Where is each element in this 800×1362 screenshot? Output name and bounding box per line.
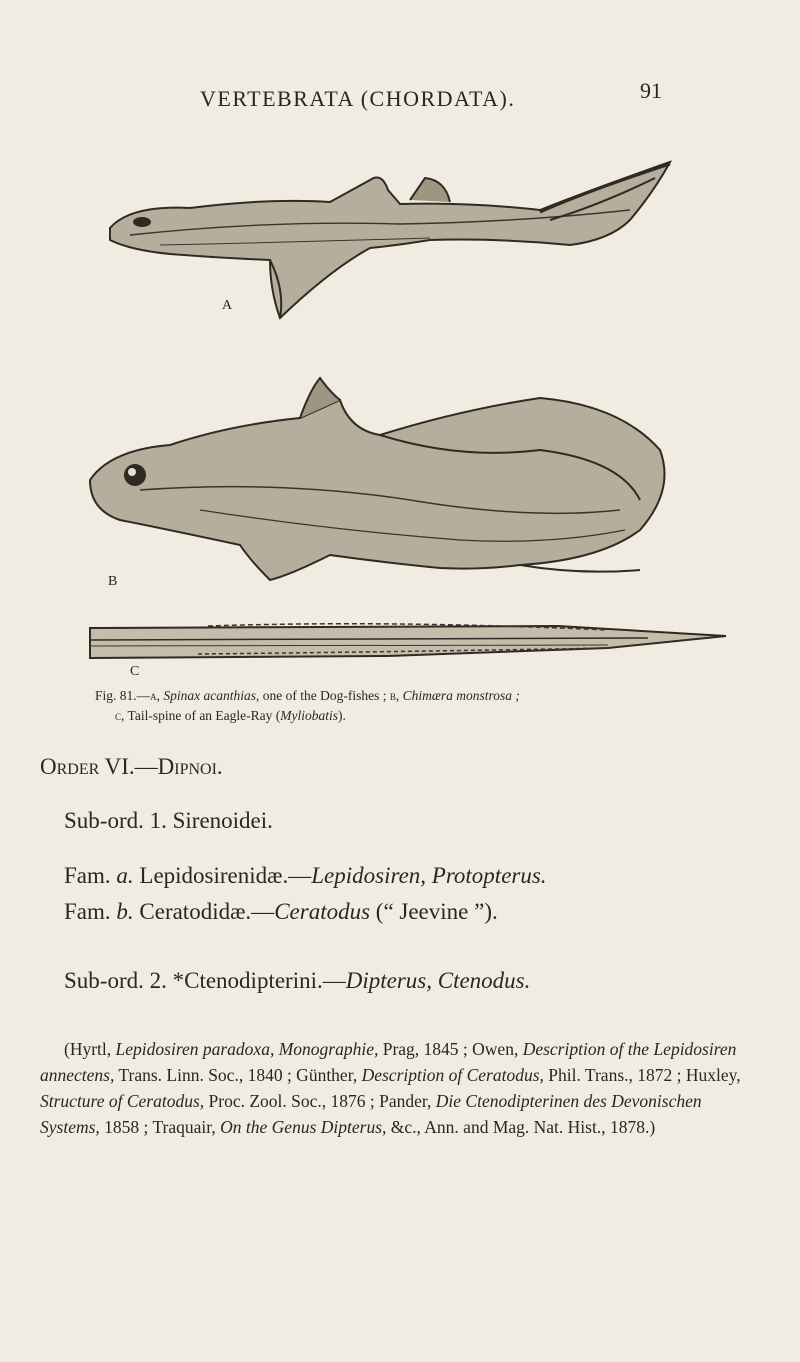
family-b-genus: Ceratodus [274, 899, 371, 924]
family-b: Fam. b. Ceratodidæ.—Ceratodus (“ Jeevine ”). [64, 899, 498, 924]
family-a: Fam. a. Lepidosirenidæ.—Lepidosiren, Protopterus. [64, 863, 547, 888]
caption-genus-c: Myliobatis [280, 708, 339, 723]
figure-b-label: B [108, 574, 118, 589]
caption-species-a: Spinax acanthias [163, 688, 257, 703]
references-paragraph: (Hyrtl, Lepidosiren paradoxa, Monographie, Prag, 1845 ; Owen, Description of the Lepidosiren annectens, Trans. Linn. Soc., 1840 ; Günther, Description of Ceratodus, Phil. Trans., 1872 ; Huxley, Structure of Ceratodus, Proc. Zool. Soc., 1876 ; Pander, Die Ctenodipterinen des Devonischen Systems, 1858 ; Traquair, On the Genus Dipterus, &c., Ann. and Mag. Nat. Hist., 1878.) [40, 1039, 741, 1137]
figure-c-tail-spine-illustration [88, 618, 728, 668]
caption-species-b: Chimæra monstrosa ; [402, 688, 520, 703]
order-heading: Order VI.—Dipnoi. [40, 754, 223, 779]
family-a-genera: Lepidosiren, Protopterus. [311, 863, 547, 888]
figure-a-dogfish-illustration [70, 150, 690, 325]
suborder-2-genera: Dipterus, Ctenodus. [345, 968, 531, 993]
figure-caption: Fig. 81.—a, Spinax acanthias, one of the Dog-fishes ; b, Chimæra monstrosa ; c, Tail-spine of an Eagle-Ray (Myliobatis). [95, 688, 520, 723]
figure-c-label: C [130, 664, 140, 679]
caption-fig-number: Fig. 81. [95, 688, 137, 703]
page-number: 91 [640, 78, 662, 103]
figure-b-chimaera-illustration [80, 370, 680, 585]
running-header: VERTEBRATA (CHORDATA). [200, 86, 516, 111]
suborder-1: Sub-ord. 1. Sirenoidei. [64, 808, 273, 833]
suborder-2: Sub-ord. 2. *Ctenodipterini.—Dipterus, Ctenodus. [64, 968, 531, 993]
figure-a-label: A [222, 298, 233, 313]
